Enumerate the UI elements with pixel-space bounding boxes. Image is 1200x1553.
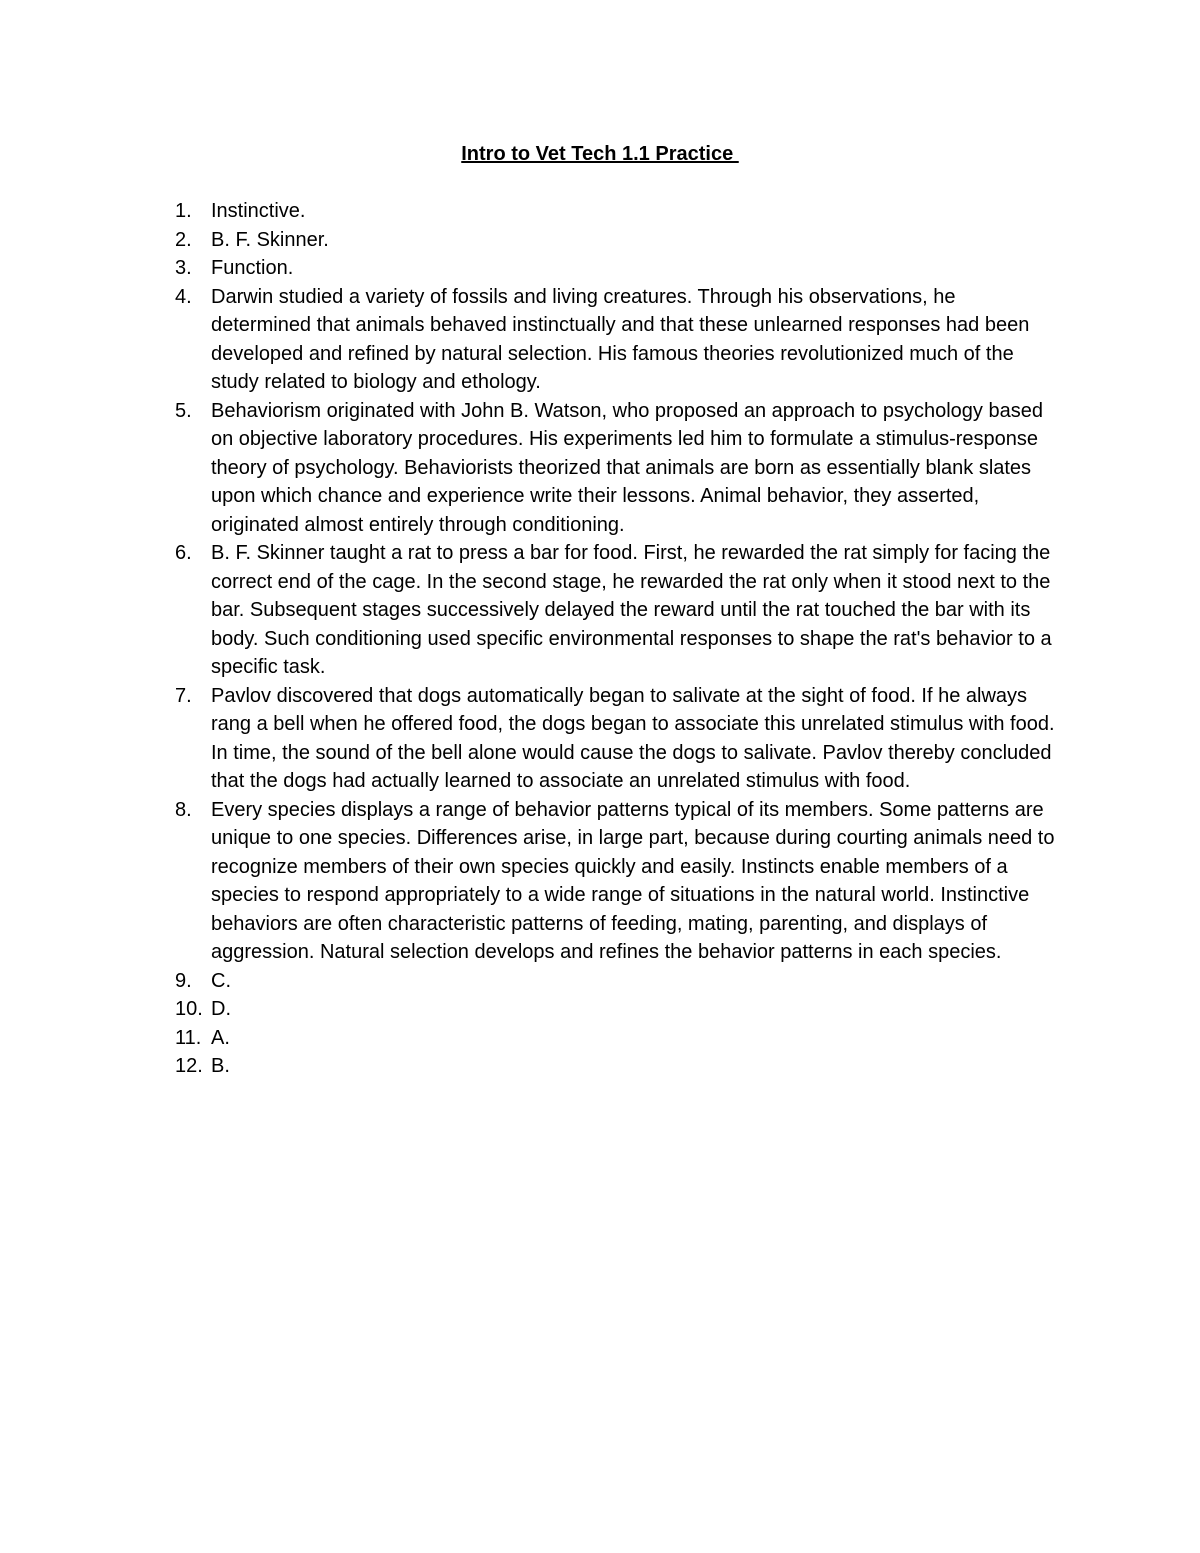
answer-text: B. F. Skinner. [211, 228, 329, 251]
answer-number: 4. [175, 285, 192, 308]
answer-text: Pavlov discovered that dogs automatically began to salivate at the sight of food. If he always rang a bell when he offered food, the dogs began to associate this unrelated stimulus with food. In time, the sound of the bell alone would cause the dogs to salivate. Pavlov thereby concluded that the dogs had actually learned to associate an unrelated stimulus with food. [211, 684, 1055, 792]
answer-list [175, 197, 1055, 1081]
answer-text: B. F. Skinner taught a rat to press a bar for food. First, he rewarded the rat simply for facing the correct end of the cage. In the second stage, he rewarded the rat only when it stood next to the bar. Subsequent stages successively delayed the reward until the rat touched the bar with its body. Such conditioning used specific environmental responses to shape the rat's behavior to a specific task. [211, 542, 1052, 678]
answer-number: 9. [175, 969, 192, 992]
answer-item-3 [175, 254, 1055, 283]
answer-number: 5. [175, 399, 192, 422]
answer-item-10 [175, 995, 1055, 1024]
answer-text: D. [211, 998, 231, 1020]
answer-number: 12. [175, 1055, 203, 1077]
answer-text: Darwin studied a variety of fossils and living creatures. Through his observations, he determined that animals behaved instinctually and that these unlearned responses had been developed and refined by natural selection. His famous theories revolutionized much of the study related to biology and ethology. [211, 285, 1030, 393]
answer-item-5 [175, 397, 1055, 540]
answer-text: Every species displays a range of behavior patterns typical of its members. Some patterns are unique to one species. Differences arise, in large part, because during courting animals need to recognize members of their own species quickly and easily. Instincts enable members of a species to respond appropriately to a wide range of situations in the natural world. Instinctive behaviors are often characteristic patterns of feeding, mating, parenting, and displays of aggression. Natural selection develops and refines the behavior patterns in each species. [211, 798, 1055, 963]
answer-number: 10. [175, 998, 203, 1020]
answer-number: 6. [175, 542, 192, 564]
answer-number: 11. [175, 1026, 202, 1049]
answer-item-6 [175, 539, 1055, 682]
answer-text: Behaviorism originated with John B. Watson, who proposed an approach to psychology based on objective laboratory procedures. His experiments led him to formulate a stimulus-response theory of psychology. Behaviorists theorized that animals are born as essentially blank slates upon which chance and experience write their lessons. Animal behavior, they asserted, originated almost entirely through conditioning. [211, 399, 1043, 536]
answer-text: Instinctive. [211, 200, 306, 222]
answer-item-11 [175, 1024, 1055, 1053]
answer-item-8 [175, 796, 1055, 967]
answer-text: B. [211, 1055, 230, 1077]
answer-number: 8. [175, 798, 192, 821]
answer-item-12 [175, 1052, 1055, 1081]
answer-item-7 [175, 682, 1055, 796]
answer-number: 7. [175, 684, 192, 707]
answer-number: 3. [175, 257, 192, 279]
answer-item-2 [175, 226, 1055, 255]
document-title: Intro to Vet Tech 1.1 Practice [461, 143, 739, 165]
answer-number: 2. [175, 228, 192, 251]
answer-item-4 [175, 283, 1055, 397]
answer-text: Function. [211, 257, 294, 279]
answer-item-9 [175, 967, 1055, 996]
answer-number: 1. [175, 200, 192, 222]
answer-text: A. [211, 1026, 230, 1049]
answer-text: C. [211, 969, 231, 992]
answer-item-1 [175, 197, 1055, 226]
